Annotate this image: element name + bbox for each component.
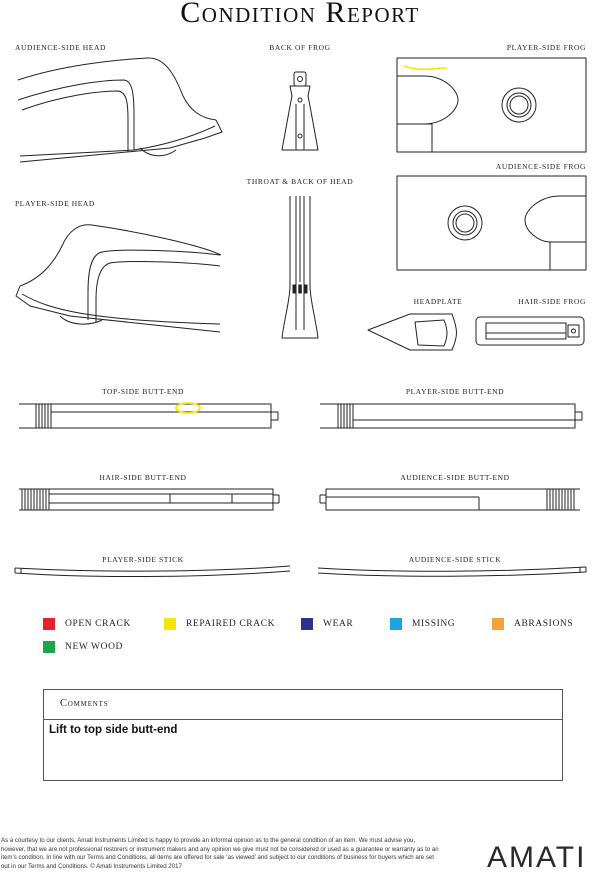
player-side-stick-drawing [15,566,290,577]
label-player-side-frog: PLAYER-SIDE FROG [506,43,586,52]
player-side-head-drawing [16,225,221,332]
legend-new-wood [43,639,123,655]
audience-side-head-drawing [18,58,222,162]
legend-missing [390,616,455,632]
audience-side-stick-drawing [318,567,586,576]
throat-drawing [282,196,318,338]
swatch-new-wood [43,641,55,653]
page-title: Condition Report [180,0,420,29]
label-hair-side-butt-end: HAIR-SIDE BUTT-END [99,473,187,482]
top-side-butt-end-drawing [19,403,278,428]
legend-label: ABRASIONS [514,619,574,629]
legend-label: OPEN CRACK [65,619,131,629]
swatch-abrasions [492,618,504,630]
disclaimer-text: As a courtesy to our clients, Amati Instruments Limited is happy to provide an informal opinion as to the general condition of an item. We must advise you, however, that we are not professional restorers or instrument makers and any opinion we give must not be considered or used as a guarantee or warranty as to an item’s condition. In line with our Terms and Conditions, all items are offered for sale ‘as viewed’ and subject to our conditions of business for buyers which are set out in our Terms and Conditions. © Amati Instruments Limited 2017 [1,837,439,870]
hair-side-frog-drawing [476,317,584,345]
label-audience-side-stick: AUDIENCE-SIDE STICK [408,555,502,564]
legend-label: NEW WOOD [65,642,124,652]
label-back-of-frog: BACK OF FROG [269,43,331,52]
player-side-frog-drawing [397,58,586,152]
legend-repaired-crack [164,616,275,632]
player-side-butt-end-drawing [320,404,582,428]
comments-box [43,689,563,781]
label-top-side-butt-end: TOP-SIDE BUTT-END [101,387,185,396]
label-player-side-head: PLAYER-SIDE HEAD [15,199,95,208]
label-player-side-stick: PLAYER-SIDE STICK [102,555,184,564]
legend-open-crack [43,616,131,632]
label-audience-side-frog: AUDIENCE-SIDE FROG [495,162,586,171]
swatch-wear [301,618,313,630]
audience-side-frog-drawing [397,176,586,270]
swatch-open-crack [43,618,55,630]
swatch-repaired-crack [164,618,176,630]
hair-side-butt-end-drawing [19,489,279,510]
label-throat-back-of-head: THROAT & BACK OF HEAD [246,177,354,186]
legend-label: MISSING [412,619,456,629]
legend-abrasions [492,616,573,632]
audience-side-butt-end-drawing [320,489,580,510]
label-audience-side-head: AUDIENCE-SIDE HEAD [15,43,106,52]
label-audience-side-butt-end: AUDIENCE-SIDE BUTT-END [400,473,510,482]
swatch-missing [390,618,402,630]
comments-heading: Comments [44,690,562,720]
label-player-side-butt-end: PLAYER-SIDE BUTT-END [405,387,505,396]
label-hair-side-frog: HAIR-SIDE FROG [518,297,586,306]
comments-text[interactable]: Lift to top side butt-end [49,724,178,736]
headplate-drawing [368,314,457,350]
amati-logo: AMATI [487,841,587,874]
back-of-frog-drawing [282,72,318,150]
label-headplate: HEADPLATE [413,297,463,306]
legend-label: WEAR [323,619,354,629]
legend-wear [301,616,353,632]
legend-label: REPAIRED CRACK [186,619,276,629]
